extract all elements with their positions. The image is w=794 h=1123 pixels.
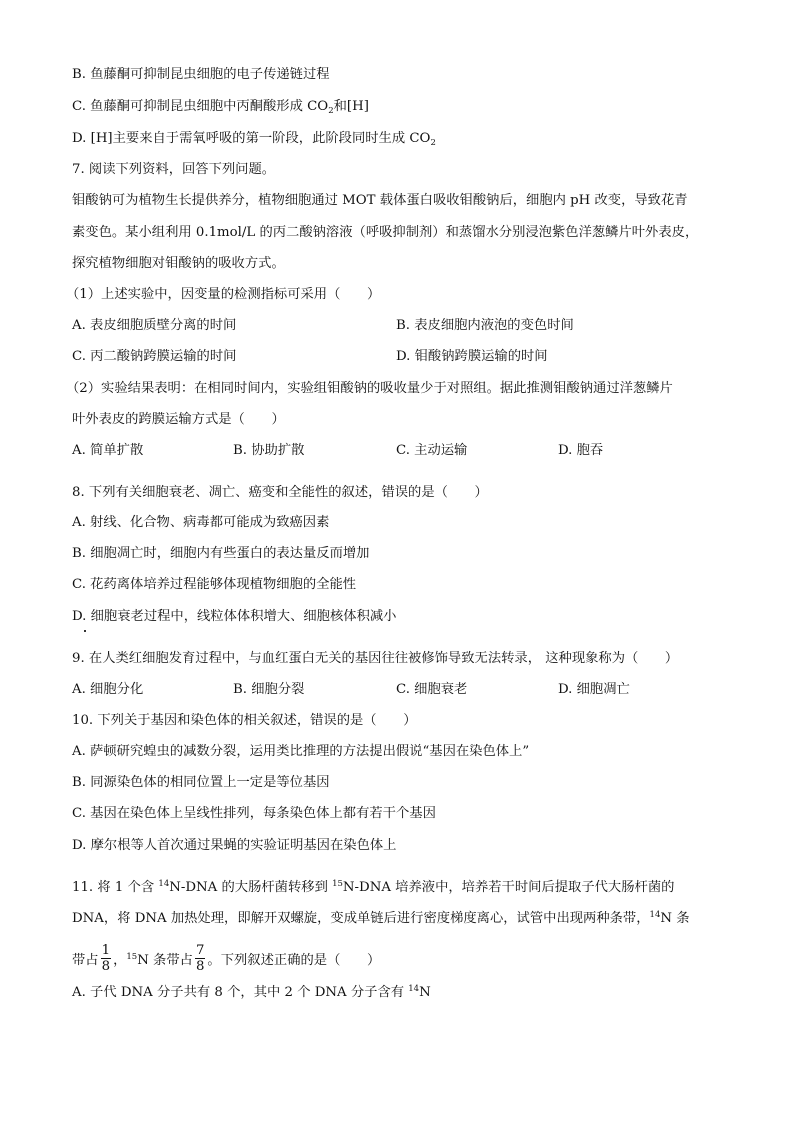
q9-option-b: B. 细胞分裂 [233, 682, 305, 697]
q11-l3-part-a: 带占 [72, 953, 99, 968]
q10-stem: 10. 下列关于基因和染色体的相关叙述，错误的是（ ） [72, 713, 417, 728]
q9-option-a: A. 细胞分化 [72, 682, 144, 697]
q11-sup-15: 15 [332, 879, 343, 889]
q10-option-b: B. 同源染色体的相同位置上一定是等位基因 [72, 775, 330, 790]
fraction-one-eighth [101, 943, 111, 974]
q11-stem-line-2 [72, 909, 690, 929]
q11-l2-part-a: DNA，将 DNA 加热处理，即解开双螺旋，变成单链后进行密度梯度离心，试管中出现两种条带， [72, 911, 650, 926]
q11-l3-part-c: N 条带占 [137, 953, 193, 968]
q7-sub2-line-2: 叶外表皮的跨膜运输方式是（ ） [72, 412, 285, 427]
q7-sub2-option-c: C. 主动运输 [396, 443, 468, 458]
q11-option-a-text: A. 子代 DNA 分子共有 8 个，其中 2 个 DNA 分子含有 [72, 985, 409, 1000]
q6-option-d [72, 129, 436, 149]
q8-option-d: D. 细胞衰老过程中，线粒体体积增大、细胞核体积减小 [72, 609, 397, 624]
q11-option-a-sup-14: 14 [408, 984, 420, 994]
q11-option-a-tail: N [419, 985, 431, 1000]
q6-option-d-subscript: 2 [430, 138, 436, 148]
q10-option-c: C. 基因在染色体上呈线性排列，每条染色体上都有若干个基因 [72, 806, 436, 821]
fraction-seven-eighths [195, 943, 205, 974]
q6-option-b: B. 鱼藤酮可抑制昆虫细胞的电子传递链过程 [72, 67, 330, 82]
q11-stem-line-1 [72, 878, 674, 898]
q7-stem: 7. 阅读下列资料，回答下列问题。 [72, 162, 276, 177]
q7-sub2-line-1: （2）实验结果表明：在相同时间内，实验组钼酸钠的吸收量少于对照组。据此推测钼酸钠通过洋葱鳞片 [66, 381, 673, 396]
q7-sub1-option-c: C. 丙二酸钠跨膜运输的时间 [72, 349, 237, 364]
q8-option-a: A. 射线、化合物、病毒都可能成为致癌因素 [72, 515, 330, 530]
q11-l3-part-d: 。下列叙述正确的是（ ） [207, 953, 381, 968]
q7-sub2-option-a: A. 简单扩散 [72, 443, 144, 458]
q9-option-d: D. 细胞凋亡 [558, 682, 630, 697]
q10-option-d: D. 摩尔根等人首次通过果蝇的实验证明基因在染色体上 [72, 838, 397, 853]
q7-para-line-2: 素变色。某小组利用 0.1mol/L 的丙二酸钠溶液（呼吸抑制剂）和蒸馏水分别浸泡紫色洋葱鳞片叶外表皮， [72, 225, 699, 240]
q11-sup-14: 14 [158, 879, 170, 889]
q11-option-a [72, 983, 431, 1003]
q6-option-d-text: D. [H]主要来自于需氧呼吸的第一阶段，此阶段同时生成 CO [72, 131, 431, 146]
q11-l1-part-a: 11. 将 1 个含 [72, 880, 159, 895]
q7-sub1-option-a: A. 表皮细胞质壁分离的时间 [72, 318, 237, 333]
q10-option-a: A. 萨顿研究蝗虫的减数分裂，运用类比推理的方法提出假说“基因在染色体上” [72, 744, 530, 759]
q7-sub1-option-b: B. 表皮细胞内液泡的变色时间 [396, 318, 574, 333]
q11-l1-part-b: N-DNA 的大肠杆菌转移到 [169, 880, 333, 895]
q11-l3-part-b: ， [113, 953, 127, 968]
q11-l2-part-b: N 条 [660, 911, 690, 926]
stray-dot [84, 630, 86, 632]
q11-l2-sup-14: 14 [649, 910, 661, 920]
q11-l3-sup-15: 15 [126, 952, 138, 962]
q8-option-b: B. 细胞凋亡时，细胞内有些蛋白的表达量反而增加 [72, 546, 370, 561]
q6-option-c-tail: 和[H] [333, 99, 369, 114]
q6-option-c-text: C. 鱼藤酮可抑制昆虫细胞中丙酮酸形成 CO [72, 99, 329, 114]
fraction-1-denominator: 8 [101, 959, 111, 974]
fraction-2-denominator: 8 [195, 959, 205, 974]
q11-stem-line-3 [72, 945, 380, 976]
q7-para-line-3: 探究植物细胞对钼酸钠的吸收方式。 [72, 256, 285, 271]
fraction-2-numerator: 7 [195, 943, 205, 958]
q6-option-c-subscript: 2 [328, 106, 334, 116]
q9-stem: 9. 在人类红细胞发育过程中，与血红蛋白无关的基因往往被修饰导致无法转录， 这种现象称为（ ） [72, 651, 679, 666]
q8-option-c: C. 花药离体培养过程能够体现植物细胞的全能性 [72, 577, 357, 592]
q7-sub1-stem: （1）上述实验中，因变量的检测指标可采用（ ） [66, 287, 381, 302]
q7-sub2-option-b: B. 协助扩散 [233, 443, 305, 458]
q7-sub2-option-d: D. 胞吞 [558, 443, 604, 458]
q9-option-c: C. 细胞衰老 [396, 682, 468, 697]
q7-sub1-option-d: D. 钼酸钠跨膜运输的时间 [396, 349, 548, 364]
q11-l1-part-c: N-DNA 培养液中，培养若干时间后提取子代大肠杆菌的 [342, 880, 675, 895]
q8-stem: 8. 下列有关细胞衰老、凋亡、癌变和全能性的叙述，错误的是（ ） [72, 485, 488, 500]
fraction-1-numerator: 1 [101, 943, 111, 958]
q7-para-line-1: 钼酸钠可为植物生长提供养分，植物细胞通过 MOT 载体蛋白吸收钼酸钠后，细胞内 pH 改变，导致花青 [72, 193, 688, 208]
q6-option-c [72, 97, 369, 117]
